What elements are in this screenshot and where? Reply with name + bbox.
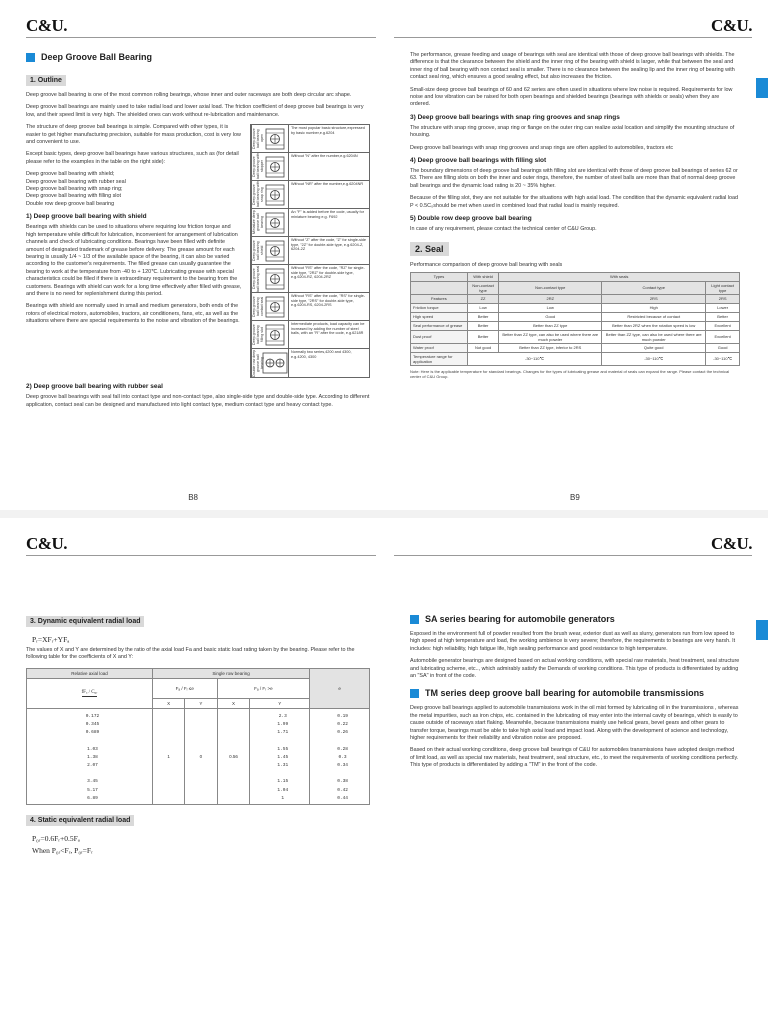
structure-row [251, 209, 369, 237]
paragraph: The values of X and Y are determined by the ratio of the axial load Fa and basic static load rating taken by the bearing. Please refer to the following table for the coefficients of X and Y: [26, 647, 355, 661]
sa-series-title-text: SA series bearing for automobile generators [425, 614, 615, 624]
header-rule [394, 37, 752, 38]
table-caption: Performance comparison of deep groove ball bearing with seals [410, 261, 563, 268]
seal-performance-table [410, 272, 740, 366]
structure-description: Without "RS" after the code, "RS" for single-side type, "2RS" for double-side type, e.g.6204-RS, 6204-2RS [291, 294, 365, 308]
structure-row [251, 349, 369, 377]
le-text: ≤e [188, 685, 194, 691]
paragraph: Bearings with shield are normally used in small and medium generators, both ends of the rotors of electrical motors, automobiles, tractors, air conditioners, fans, etc, as well as the situations where there are special requirements to the noise and vibration of the bearings. [26, 303, 240, 325]
brand-logo: C&U. [26, 16, 67, 35]
row-header-cell: Friction torque [411, 303, 468, 312]
y2-column: 2.3 1.99 1.71 1.55 1.45 1.31 1.15 1.04 1 [250, 708, 310, 804]
col-x-header: X [152, 698, 184, 708]
table-cell: -30~110℃ [467, 352, 601, 365]
fa-fr-le-header [152, 678, 217, 698]
blue-square-icon [410, 689, 419, 698]
fa-c0-header [27, 678, 153, 708]
page-automotive-series [384, 518, 768, 1030]
subheading: 4) Deep groove ball bearings with filling slot [410, 157, 547, 165]
bearing-section-icon [261, 293, 289, 320]
structure-row [251, 237, 369, 265]
table-header: With shield [467, 272, 499, 281]
bearing-section-icon [261, 153, 289, 180]
bearing-section-icon [261, 237, 289, 264]
list-item: Deep groove ball bearing with snap ring; [26, 186, 123, 193]
structure-label: Deep groove ball bearing seal [252, 265, 260, 292]
fraction [82, 690, 98, 697]
structure-list [26, 171, 242, 208]
structure-description: Without "Z" after the code, "Z" for single-side type, "2Z" for double-side type, e.g.6204-Z, 6204-2Z [291, 238, 367, 252]
structure-label: Double row deep groove ball bearing [252, 349, 264, 377]
structure-row [251, 153, 369, 181]
structure-label: Deep groove ball bearing with snap ring [252, 181, 264, 208]
row-header-cell: Temperature range for application [411, 352, 468, 365]
row-header-cell: Water proof [411, 343, 468, 352]
tm-series-title [410, 688, 740, 698]
table-header: Non-contact type [467, 281, 499, 294]
brand-logo: C&U. [711, 534, 752, 553]
bearing-section-icon [261, 349, 289, 377]
outline-heading: 1. Outline [26, 75, 66, 86]
blue-square-icon [26, 53, 35, 62]
page-content [26, 52, 370, 414]
table-cell: Low [499, 303, 602, 312]
table-cell: Excellent [706, 330, 740, 343]
paragraph: Except basic types, deep groove ball bearings have various structures, such as (for detail please refer to the examples in the table on the right side): [26, 151, 239, 165]
table-header: Types [411, 272, 468, 281]
bearing-section-icon [261, 181, 289, 208]
table-cell: Low [467, 303, 499, 312]
x1-cell: 1 [152, 708, 184, 804]
paragraph: The performance, grease feeding and usage of bearings with seal are identical with those of deep groove ball bearings with shields. The difference is that the clearance between the shield and the inner ring of the bearing with shield is larger, while that between the seal and inner ring of ball bearing with non contact seal is smaller. There is no clearance between the sealing lip and the inner ring of bearing with contact seal ring, which ensures a good sealing effect, but also increases the friction. [410, 52, 735, 81]
x2-cell: 0.56 [217, 708, 250, 804]
table-row [411, 312, 740, 321]
table-cell: Better [706, 312, 740, 321]
bearing-structure-table [250, 124, 370, 378]
table-header: Single row bearing [152, 668, 309, 678]
paragraph: Exposed in the environment full of powder resulted from the brush wear, exterior dust as well as slurry, generators run from low speed to high speed at high temperature and load, the working ambience is very severe; therefore, the requirements to bearings are very harsh. It includes: high reliability, high fatigue life, high sealing performance and good resistance to high temperature. [410, 631, 736, 652]
header-rule [26, 555, 376, 556]
catalog-spread-2 [0, 518, 768, 1030]
ratio-text: Fₐ / Fᵣ [254, 685, 267, 691]
ratio-column: 0.172 0.345 0.689 1.03 1.38 2.07 3.45 5.17 6.89 [27, 708, 153, 804]
subheading: 1) Deep groove ball bearing with shield [26, 213, 147, 221]
table-cell: Better than ZZ type, inferior to 2RS [499, 343, 602, 352]
fa-fr-gt-header [217, 678, 310, 698]
table-row [411, 303, 740, 312]
row-header-cell: High speed [411, 312, 468, 321]
table-cell: Good [706, 343, 740, 352]
y1-cell: 0 [185, 708, 217, 804]
table-header: Contact type [602, 281, 706, 294]
structure-description: Without "RS" after the code, "RZ" for single-side type, "2RZ" for double-side type, e.g.6204-RZ, 6204-2RZ [291, 266, 365, 280]
xy-coefficient-table [26, 668, 370, 805]
static-load-formula: P₀ᵣ=0.6Fᵣ+0.5Fₐ [32, 833, 80, 843]
table-header: ZZ [467, 294, 499, 303]
page-b9 [384, 0, 768, 512]
page-content [410, 614, 740, 775]
structure-description: Without "N" after the number,e.g.6204N [291, 154, 358, 159]
structure-description: The most popular basic structure,expressed by basic number,e.g.6204 [291, 126, 365, 135]
table-cell: High [602, 303, 706, 312]
structure-label: Miniature deep groove ball bearing [252, 210, 264, 235]
subheading: 5) Double row deep groove ball bearing [410, 215, 532, 223]
structure-label: Deep groove ball bearing filling slot [251, 321, 261, 348]
structure-block [26, 124, 370, 378]
bearing-section-icon [261, 321, 289, 348]
paragraph: Bearings with shields can be used to situations where requiring low friction torque and high temperature while difficult for lubrication, inconvenient for arrangement of lubrication channels and check of lubricating conditions. Bearings have been filled with definite amount of designated trademark of grease before delivery. The grease amount for each bearing is usually 1/4 ~ 1/3 of the available space of the bearing, it can also be varied according to the customer's requirements. The filled grease can usually guarantee the bearing to work at the temperature from -40 to + 120℃. Lubricating grease with special characteristics could be filled if there is extraordinary requirement to the bearing from the customers. Bearings with shield can work for a long time effectively after filled with grease, and there is no need for replenishment during this period. [26, 224, 242, 297]
paragraph: Deep groove ball bearings applied to automobile transmissions work in the oil mist formed by lubricating oil in the transmissions , whereas the metal impurities, such as iron chips, etc. contained in the lubricating oil may enter into the internal cavity of bearings, which is easily to cause outside of raceways start flaking. Meanwhile, because transmissions mainly use helical gears, bevel gears and other gears to transfer torque, bearings must be able to take high axial load and impact load. Along with the development of science and technology, higher requirements for their reliability and vibration noise are proposed. [410, 705, 739, 742]
paragraph: Deep groove ball bearings with snap ring grooves and snap rings are often applied to automobiles, tractors etc [410, 144, 674, 151]
table-header: Features [411, 294, 468, 303]
table-row [411, 330, 740, 343]
static-load-condition: When P₀ᵣ<Fᵣ, P₀ᵣ=Fᵣ [32, 845, 93, 855]
table-cell: Better than ZZ type, can also be used where there are much powder [602, 330, 706, 343]
table-row [411, 343, 740, 352]
subheading: 3) Deep groove ball bearings with snap ring grooves and snap rings [410, 113, 620, 121]
list-item: Deep groove ball bearing with shield; [26, 171, 115, 178]
table-cell: -30~110℃ [602, 352, 706, 365]
section-title [26, 52, 370, 62]
edge-tab [756, 620, 768, 640]
structure-row [251, 125, 369, 153]
paragraph: In case of any requirement, please contact the technical center of C&U Group. [410, 226, 597, 233]
table-cell: Good [499, 312, 602, 321]
table-row [411, 321, 740, 330]
table-cell: Better [467, 312, 499, 321]
col-x-header: X [217, 698, 250, 708]
table-cell: Better than 2RZ when the rotation speed is low [602, 321, 706, 330]
table-header: 2RS [602, 294, 706, 303]
ratio-text: Fₐ / Fᵣ [175, 685, 188, 691]
page-number: B8 [188, 493, 198, 502]
paragraph: Based on their actual working conditions, deep groove ball bearings of C&U for automobiles transmissions have adopted design method of limit load, as well as special raw materials, heat treatment, seal structure, etc., to meet the requirements of working conditions perfectly. This type of products is differentiated by adding a "TM" in the front of the code. [410, 747, 739, 769]
bearing-section-icon [261, 125, 289, 152]
structure-description: Intermediate products, load capacity can be increased by adding the number of steel balls, with an "R" after the code, e.g.6218R [291, 322, 365, 336]
catalog-spread-1 [0, 0, 768, 512]
paragraph: Small-size deep groove ball bearings of 60 and 62 series are often used in situations where low noise is required. Requirements for low noise and low vibration can be raised for both open bearings and shielded bearings (bearings with shields or seals) when they are ordered. [410, 86, 733, 108]
e-column: 0.19 0.22 0.26 0.28 0.3 0.34 0.38 0.42 0.44 [310, 708, 370, 804]
table-header: e [310, 668, 370, 708]
structure-label: Deep groove ball bearing shield [251, 237, 261, 264]
page-number: B9 [570, 493, 580, 502]
static-load-heading: 4. Static equivalent radial load [26, 815, 134, 826]
structure-row [251, 321, 369, 349]
table-cell: Quite good [602, 343, 706, 352]
table-cell: Better than ZZ type, can also be used where there are much powder [499, 330, 602, 343]
structure-description: Normally two series,4200 and 4300, e.g.4200, 4300 [291, 350, 352, 359]
table-cell: -30~110℃ [706, 352, 740, 365]
edge-tab [756, 78, 768, 98]
dynamic-load-formula: Pᵣ=XFᵣ+YFₐ [32, 635, 70, 644]
row-header-cell: Seal performance of grease [411, 321, 468, 330]
structure-description: Without "NR" after the number,e.g.6204NR [291, 182, 364, 187]
page-content [26, 610, 370, 858]
table-cell: Lower [706, 303, 740, 312]
structure-text [26, 124, 242, 378]
structure-row [251, 265, 369, 293]
paragraph: The structure with snap ring groove, snap ring or flange on the outer ring can realize axial location and simplify the mounting structure of housing. [410, 124, 735, 139]
structure-description: An "F" is added before the code, usually for miniature bearing e.g. F692 [291, 210, 364, 219]
seal-heading: 2. Seal [410, 242, 449, 256]
table-cell: Better [467, 321, 499, 330]
paragraph: Automobile generator bearings are designed based on actual working conditions, with special raw materials, heat treatment, seal structure and lubricating scheme, etc.., which admirably satisfy the Demands of working conditions. This type of products is differentiated by adding an "SA" in front of the code. [410, 658, 740, 680]
table-cell: Restricted because of contact [602, 312, 706, 321]
page-b8 [0, 0, 384, 512]
subheading: 2) Deep groove ball bearing with rubber seal [26, 383, 163, 391]
col-y-header: Y [185, 698, 217, 708]
paragraph: The structure of deep groove ball bearings is simple. Compared with other types, it is easier to get higher manufacturing precision, suitable for mass production, cost is very low and convenient to use. [26, 124, 241, 146]
list-item: Deep groove ball bearing with filling slot [26, 193, 121, 200]
header-rule [394, 555, 752, 556]
paragraph: Deep groove ball bearings with seal fall into contact type and non-contact type, also single-side type and double-side type. According to different application, contact seal can be designed and manufactured into light contact type, medium contact type and heavy contact type. [26, 394, 370, 408]
seal-performance-rows [411, 303, 740, 365]
page-load-formulas [0, 518, 384, 1030]
fraction-text: fFₐ / C₀ᵣ [81, 689, 98, 695]
table-header-blank [411, 281, 468, 294]
list-item: Double row deep groove ball bearing [26, 200, 115, 207]
blue-square-icon [410, 615, 419, 624]
sa-series-title [410, 614, 740, 624]
paragraph: The boundary dimensions of deep groove ball bearings with filling slot are identical with those of deep groove ball bearings of series 62 or 63. There are filling slots on both the inner and outer rings, therefore, the number of steel balls are more than that of normal deep groove ball bearings and the dynamic load rating is 20 ~ 35% higher. [410, 168, 738, 189]
bearing-section-icon [261, 265, 289, 292]
section-title-text: Deep Groove Ball Bearing [41, 52, 153, 62]
table-cell: Better than ZZ type [499, 321, 602, 330]
structure-row [251, 293, 369, 321]
table-cell: Excellent [706, 321, 740, 330]
structure-label: Deep groove ball bearing with stopper [252, 153, 264, 180]
dynamic-load-heading: 3. Dynamic equivalent radial load [26, 616, 144, 627]
page-content [410, 52, 740, 379]
table-cell: Not good [467, 343, 499, 352]
col-y-header: Y [250, 698, 310, 708]
table-row [411, 352, 740, 365]
table-note: Note: Here is the applicable temperature for standard bearings. Changes for the types of lubricating grease and material of seals can expand the range. Please contact the technical center of C&U Group. [410, 368, 730, 379]
brand-logo: C&U. [26, 534, 67, 553]
tm-series-title-text: TM series deep groove ball bearing for automobile transmissions [425, 688, 705, 699]
row-header-cell: Dust proof [411, 330, 468, 343]
table-header: 2RS [706, 294, 740, 303]
structure-label: Deep groove ball bearing open [251, 125, 261, 152]
table-cell: Better [467, 330, 499, 343]
table-header: Relative axial load [27, 668, 153, 678]
table-header: 2RZ [499, 294, 602, 303]
paragraph: Deep groove ball bearings are mainly used to take radial load and lower axial load. The friction coefficient of deep groove ball bearings is very low, and their speed limit is very high. The shielded ones can work without re-lubrication and maintenance. [26, 104, 364, 118]
gt-text: >e [267, 685, 273, 691]
list-item: Deep groove ball bearing with rubber seal [26, 178, 126, 185]
bearing-section-icon [261, 209, 289, 236]
structure-label: Deep groove ball bearing contact seal [251, 293, 261, 320]
structure-row [251, 181, 369, 209]
table-header: Non-contact type [499, 281, 602, 294]
header-rule [26, 37, 376, 38]
table-header: With seals [499, 272, 740, 281]
paragraph: Because of the filling slot, they are not suitable for the situations with high axial load. The condition that the dynamic equivalent radial load P < 0.5C₀should be met when used in combined load that radial load is mainly required. [410, 195, 739, 209]
brand-logo: C&U. [711, 16, 752, 35]
paragraph: Deep groove ball bearing is one of the most common rolling bearings, whose inner and outer raceways are both deep circular arc shape. [26, 92, 352, 98]
table-header: Light contact type [706, 281, 740, 294]
